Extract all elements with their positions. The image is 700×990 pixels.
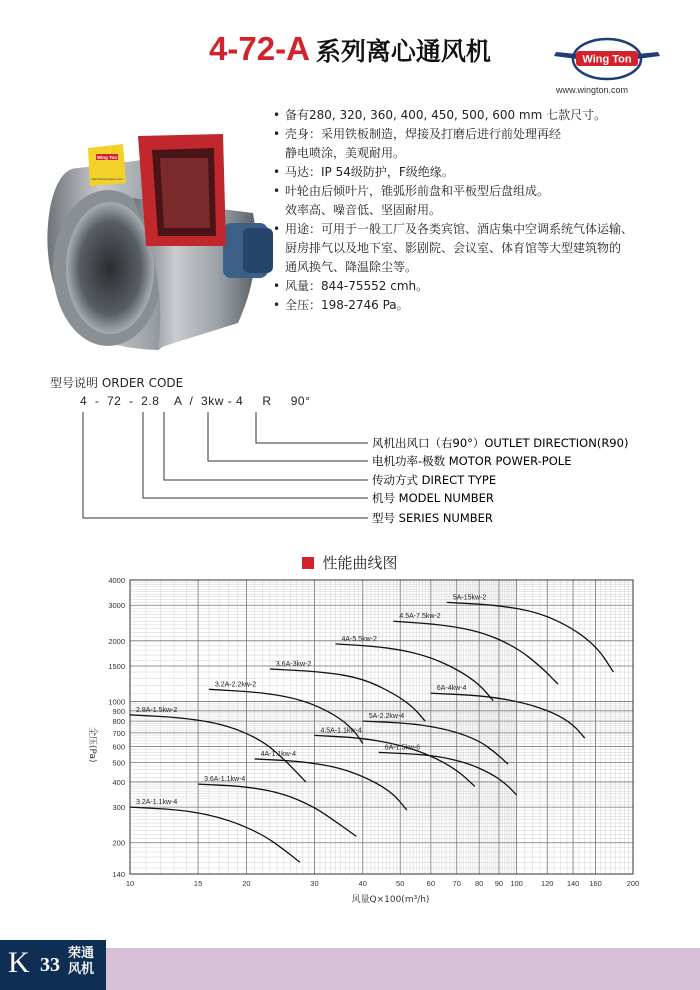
- y-tick-label: 300: [112, 803, 125, 813]
- series-label: 3.6A-1.1kw-4: [204, 776, 246, 784]
- x-tick-label: 140: [566, 879, 580, 888]
- x-tick-label: 30: [310, 879, 319, 888]
- series-label: 4A-1.1kw-4: [260, 750, 296, 758]
- y-tick-label: 200: [112, 838, 125, 848]
- feature-usage-cont: 厨房排气以及地下室、影剧院、会议室、体育馆等大型建筑物的: [285, 241, 622, 255]
- x-tick-label: 50: [396, 879, 405, 888]
- feature-usage: • 用途：可用于一般工厂及各类宾馆、酒店集中空调系统气体运输、: [273, 220, 693, 239]
- series-label: 3.2A-2.2kw-2: [214, 681, 257, 689]
- fan-product-image: [38, 128, 283, 358]
- feature-sizes: • 备有280, 320, 360, 400, 450, 500, 600 mm 七款尺寸。: [273, 106, 693, 125]
- x-tick-label: 80: [474, 879, 484, 888]
- x-axis-label: 风量Q×100(m³/h): [351, 895, 430, 905]
- series-label: 6A-4kw-4: [436, 685, 467, 693]
- legend-series: 型号 SERIES NUMBER: [372, 511, 493, 525]
- x-tick-label: 40: [358, 879, 367, 888]
- feature-airflow: • 风量：844-75552 cmh。: [273, 277, 693, 296]
- footer-section-tab: [0, 940, 106, 990]
- section-letter: K: [8, 946, 30, 979]
- x-tick-label: 10: [125, 879, 135, 888]
- order-code-example: 4 - 72 - 2.8 A / 3kw - 4 R 90°: [80, 394, 311, 408]
- feature-motor: • 马达：IP 54级防护，F级绝缘。: [273, 163, 693, 182]
- legend-drive: 传动方式 DIRECT TYPE: [372, 473, 497, 487]
- feature-housing-cont: 静电喷涂，美观耐用。: [285, 146, 406, 160]
- series-label: 4A-5.5kw-2: [341, 635, 377, 643]
- series-line: [393, 621, 558, 684]
- series-label: 5A-2.2kw-4: [368, 713, 405, 721]
- feature-list: [273, 106, 693, 315]
- y-tick-label: 600: [112, 742, 125, 752]
- x-tick-label: 90: [494, 879, 504, 888]
- series-line: [130, 807, 300, 862]
- label-website: http://www.wington.com: [91, 177, 123, 181]
- x-tick-label: 20: [242, 879, 251, 888]
- series-label: 2.8A-1.5kw-2: [136, 706, 178, 714]
- feature-pressure: • 全压：198-2746 Pa。: [273, 296, 693, 315]
- series-line: [447, 602, 614, 672]
- website-url: www.wington.com: [556, 85, 629, 95]
- plot-frame: [130, 580, 633, 874]
- logo-text: Wing Ton: [582, 53, 632, 66]
- series-label: 4.5A-7.5kw-2: [399, 613, 441, 621]
- wington-logo: [552, 34, 662, 84]
- x-tick-label: 15: [193, 879, 203, 888]
- red-square-icon: [302, 557, 314, 569]
- y-tick-label: 2000: [108, 636, 125, 646]
- performance-chart: [78, 572, 658, 912]
- y-axis-label: 全压(Pa): [87, 727, 97, 763]
- series-line: [130, 715, 306, 782]
- x-tick-label: 200: [626, 879, 640, 888]
- x-tick-label: 100: [510, 879, 523, 888]
- y-tick-label: 4000: [108, 576, 125, 585]
- y-tick-label: 700: [112, 728, 125, 738]
- series-line: [335, 644, 493, 701]
- legend-outlet: 风机出风口（右90°）OUTLET DIRECTION(R90): [372, 436, 629, 450]
- x-tick-label: 160: [589, 879, 602, 888]
- section-title: 荣通 风机: [68, 946, 95, 977]
- x-tick-label: 120: [540, 879, 554, 888]
- y-tick-label: 1500: [108, 662, 125, 672]
- y-tick-label: 500: [112, 758, 125, 768]
- x-tick-label: 60: [426, 879, 436, 888]
- series-label: 6A-1.5kw-6: [384, 744, 421, 752]
- legend-model: 机号 MODEL NUMBER: [372, 491, 494, 505]
- y-tick-label: 3000: [108, 601, 125, 611]
- order-code-title: 型号说明 ORDER CODE: [50, 376, 184, 390]
- chart-section-title: 性能曲线图: [0, 552, 700, 573]
- y-tick-label: 140: [112, 870, 125, 879]
- model-code: 4-72-A: [209, 30, 310, 67]
- feature-impeller-cont: 效率高、噪音低、坚固耐用。: [285, 203, 442, 217]
- page-number: 33: [40, 954, 60, 976]
- y-tick-label: 400: [112, 777, 125, 787]
- feature-housing: • 壳身：采用铁板制造，焊接及打磨后进行前处理再经: [273, 125, 693, 144]
- y-tick-label: 900: [112, 706, 125, 716]
- product-name: 系列离心通风机: [315, 37, 491, 66]
- series-line: [314, 735, 474, 786]
- feature-usage-cont2: 通风换气、降温除尘等。: [285, 260, 418, 274]
- feature-impeller: • 叶轮由后倾叶片，锥弧形前盘和平板型后盘组成。: [273, 182, 693, 201]
- legend-motor: 电机功率-极数 MOTOR POWER-POLE: [372, 454, 572, 468]
- order-code-diagram: [40, 410, 680, 530]
- y-tick-label: 800: [112, 717, 125, 727]
- label-brand: Wing Ton: [96, 155, 118, 160]
- x-tick-label: 70: [452, 879, 461, 888]
- y-tick-label: 1000: [108, 697, 125, 707]
- series-label: 3.6A-3kw-2: [275, 660, 312, 668]
- series-label: 4.5A-1.1kw-4: [320, 727, 362, 735]
- series-label: 5A-15kw-2: [452, 594, 487, 602]
- series-line: [255, 759, 407, 810]
- series-label: 3.2A-1.1kw-4: [136, 799, 178, 807]
